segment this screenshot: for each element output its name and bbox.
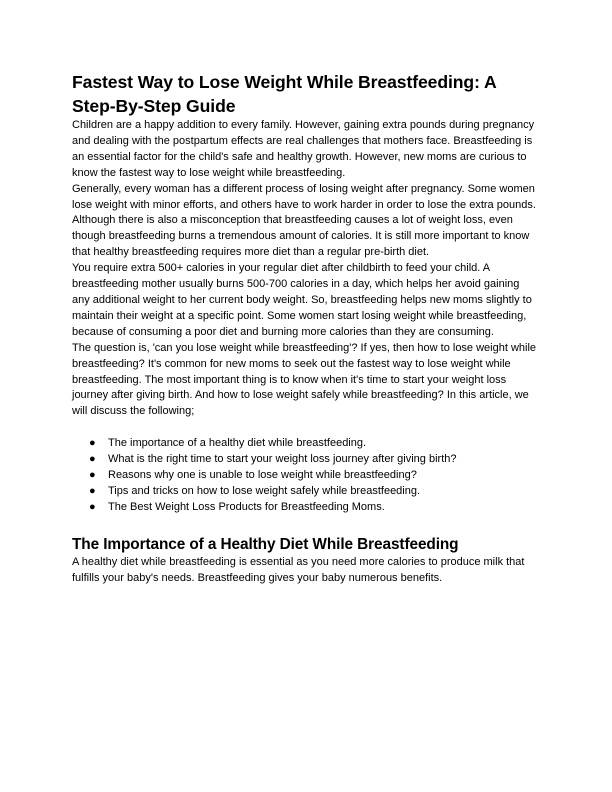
document-title: Fastest Way to Lose Weight While Breastfeeding: A Step-By-Step Guide (72, 72, 496, 116)
section-paragraph: A healthy diet while breastfeeding is essential as you need more calories to produce milk that fulfills your baby's needs. Breastfeeding gives your baby numerous benefits. (72, 555, 525, 584)
weight-loss-process-paragraph: Generally, every woman has a different process of losing weight after pregnancy. Some women lose weight with minor efforts, and others have to work harder in order to lose the extra pounds. Although there is also a misconception that breastfeeding causes a lot of weight loss, even though breastfeeding burns a tremendous amount of calories. It is still more important to know that healthy breastfeeding requires more diet than a regular pre-birth diet. (72, 182, 536, 259)
list-item-text: Reasons why one is unable to lose weight while breastfeeding? (108, 469, 417, 482)
list-item (72, 436, 540, 452)
list-item-text: The Best Weight Loss Products for Breastfeeding Moms. (108, 500, 385, 513)
intro-paragraph: Children are a happy addition to every family. However, gaining extra pounds during pregnancy and dealing with the postpartum effects are real challenges that mothers face. Breastfeeding is an essential factor for the child's safe and healthy growth. However, new moms are curious to know the fastest way to lose weight while breastfeeding. (72, 119, 535, 179)
calories-paragraph: You require extra 500+ calories in your regular diet after childbirth to feed your child. A breastfeeding mother usually burns 500-700 calories in a day, which helps her avoid gaining any additional weight to her current body weight. So, breastfeeding helps new moms slightly to maintain their weight at a specific point. Some women start losing weight while breastfeeding, because of consuming a poor diet and burning more calories than they are consuming. (72, 262, 532, 338)
bullet-icon: ● (89, 484, 96, 497)
section-heading: The Importance of a Healthy Diet While Breastfeeding (72, 535, 459, 553)
question-paragraph: The question is, 'can you lose weight while breastfeeding'? If yes, then how to lose weight while breastfeeding? It's common for new moms to seek out the fastest way to lose weight while breastfeeding. The most important thing is to know when it's time to start your weight loss journey after giving birth. And how to lose weight safely while breastfeeding? In this article, we will discuss the following; (72, 341, 537, 418)
topics-list (72, 436, 540, 516)
document-page (72, 70, 540, 587)
list-item (72, 484, 540, 500)
bullet-icon: ● (89, 500, 96, 513)
bullet-icon: ● (89, 453, 96, 466)
bullet-icon: ● (89, 469, 96, 482)
list-item (72, 500, 540, 516)
list-item (72, 468, 540, 484)
list-item-text: The importance of a healthy diet while breastfeeding. (108, 437, 367, 450)
list-item-text: Tips and tricks on how to lose weight safely while breastfeeding. (108, 484, 421, 497)
list-item-text: What is the right time to start your weight loss journey after giving birth? (108, 453, 457, 466)
list-item (72, 452, 540, 468)
bullet-icon: ● (89, 437, 96, 450)
